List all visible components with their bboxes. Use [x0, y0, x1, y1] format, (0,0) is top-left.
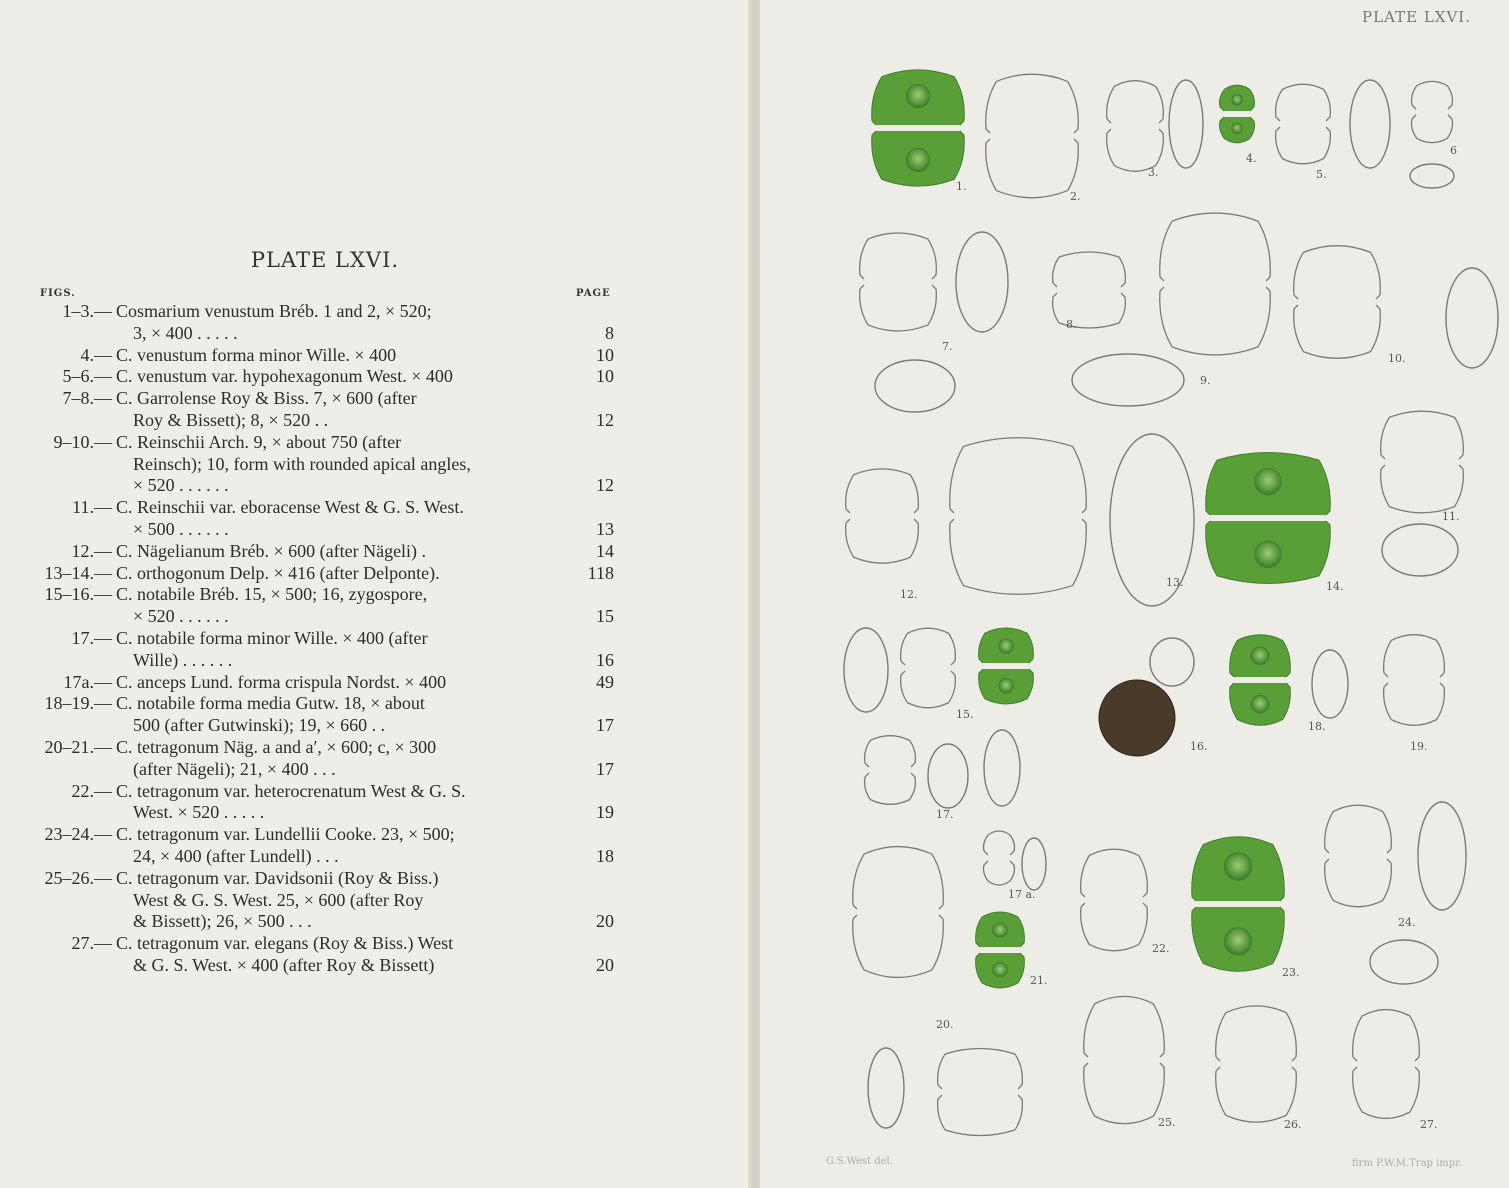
legend-entry — [0, 563, 752, 585]
figure-18-side-view — [1312, 650, 1348, 718]
legend-description-line: C. tetragonum Näg. a and a′, × 600; c, × 300 — [116, 736, 437, 757]
legend-entry — [0, 301, 752, 345]
figure-number-label: 8. — [1066, 318, 1077, 331]
legend-entry — [0, 824, 752, 868]
figure-number-label: 22. — [1152, 942, 1170, 955]
figure-5-cell — [1276, 84, 1331, 164]
figure-23-cell — [1192, 837, 1285, 972]
legend-description-line: C. notabile forma media Gutw. 18, × about — [116, 693, 425, 714]
legend-figure-range: 7–8.— — [62, 388, 112, 409]
figure-number-label: 9. — [1200, 374, 1211, 387]
legend-description-line: (after Nägeli); 21, × 400 . . . — [133, 758, 336, 779]
plate-illustration — [760, 0, 1509, 1188]
figure-9-cell — [1160, 213, 1270, 355]
legend-description-line: C. Nägelianum Bréb. × 600 (after Nägeli) . — [116, 540, 427, 561]
figure-7-side-view — [956, 232, 1008, 332]
figure-number-label: 6 — [1450, 144, 1457, 157]
legend-entry — [0, 497, 752, 541]
legend-figure-range: 25–26.— — [44, 867, 112, 888]
figure-2-cell — [986, 74, 1079, 198]
figure-number-label: 1. — [956, 180, 967, 193]
legend-entry — [0, 737, 752, 781]
legend-description-line: C. notabile Bréb. 15, × 500; 16, zygospore, — [116, 584, 428, 605]
figure-24-cell — [1325, 805, 1392, 907]
legend-description-line: West & G. S. West. 25, × 600 (after Roy — [133, 889, 424, 910]
page-column-header: PAGE — [576, 288, 611, 299]
legend-figure-range: 1–3.— — [62, 301, 112, 321]
legend-figure-range: 11.— — [72, 497, 112, 518]
figure-10-cell — [1294, 246, 1381, 359]
legend-page-number: 17 — [596, 758, 614, 779]
figure-20a-cell — [938, 1049, 1023, 1136]
legend-description-line: Roy & Bissett); 8, × 520 . . — [133, 409, 329, 430]
figure-20-cell — [853, 847, 944, 978]
legend-description-line: C. tetragonum var. heterocrenatum West & G. S. — [116, 780, 466, 801]
legend-description-line: C. orthogonum Delp. × 416 (after Delponte). — [116, 562, 440, 583]
figure-13-cell — [950, 438, 1086, 595]
legend-page-number: 8 — [605, 322, 614, 343]
figure-17-side-view — [928, 744, 968, 808]
figure-number-label: 21. — [1030, 974, 1048, 987]
legend-description-line: 3, × 400 . . . . . — [133, 322, 238, 343]
figure-25-cell — [1084, 996, 1165, 1123]
running-head: PLATE LXVI. — [1362, 8, 1471, 26]
figure-21-cell — [976, 912, 1025, 988]
legend-page-number: 14 — [596, 540, 614, 561]
figure-number-label: 20. — [936, 1018, 954, 1031]
figure-9-apical-view — [1072, 354, 1184, 406]
figure-16-zygospore — [1099, 680, 1175, 756]
artist-credit: G.S.West del. — [826, 1156, 893, 1167]
figure-27-cell — [1353, 1010, 1420, 1119]
figure-15b-cell — [979, 628, 1034, 704]
legend-entry — [0, 933, 752, 977]
figure-number-label: 26. — [1284, 1118, 1302, 1131]
figure-14-cell — [1206, 453, 1331, 584]
figure-number-label: 18. — [1308, 720, 1326, 733]
legend-figure-range: 9–10.— — [53, 431, 112, 452]
legend-page-number: 20 — [596, 911, 614, 932]
legend-description-line: Reinsch); 10, form with rounded apical angles, — [133, 453, 471, 474]
legend-description-line: Wille) . . . . . . — [133, 649, 233, 670]
figure-15-cell — [901, 628, 956, 708]
legend-figure-range: 17a.— — [63, 671, 112, 692]
legend-figure-range: 27.— — [71, 933, 112, 954]
legend-figure-range: 20–21.— — [44, 736, 112, 757]
figure-6-apical-view — [1410, 164, 1454, 188]
legend-description-line: × 500 . . . . . . — [133, 518, 229, 539]
legend-figure-range: 17.— — [71, 627, 112, 648]
legend-entry — [0, 388, 752, 432]
legend-entry — [0, 432, 752, 497]
figure-number-label: 16. — [1190, 740, 1208, 753]
figs-column-header: FIGS. — [40, 288, 76, 299]
legend-description-line: 24, × 400 (after Lundell) . . . — [133, 845, 339, 866]
figure-8-cell — [1053, 252, 1126, 328]
figure-number-label: 27. — [1420, 1118, 1438, 1131]
legend-description-line: Cosmarium venustum Bréb. 1 and 2, × 520; — [116, 301, 432, 321]
figure-24-apical-view — [1370, 940, 1438, 984]
legend-description-line: West. × 520 . . . . . — [133, 802, 265, 823]
figure-20-side-view — [868, 1048, 904, 1128]
legend-entry — [0, 628, 752, 672]
plate-heading: PLATE LXVI. — [250, 248, 400, 272]
legend-entry — [0, 345, 752, 367]
legend-figure-range: 15–16.— — [44, 584, 112, 605]
figure-19-cell — [1384, 635, 1445, 726]
figure-15-side-view — [844, 628, 888, 712]
legend-description-line: C. notabile forma minor Wille. × 400 (after — [116, 627, 428, 648]
figure-number-label: 11. — [1442, 510, 1460, 523]
figure-number-label: 2. — [1070, 190, 1081, 203]
figure-number-label: 12. — [900, 588, 918, 601]
figure-number-label: 10. — [1388, 352, 1406, 365]
legend-figure-range: 22.— — [71, 780, 112, 801]
legend-description-line: C. Reinschii Arch. 9, × about 750 (after — [116, 431, 402, 452]
legend-figure-range: 13–14.— — [44, 562, 112, 583]
legend-page-number: 49 — [596, 671, 614, 692]
figure-17-cell — [865, 736, 916, 805]
figure-number-label: 14. — [1326, 580, 1344, 593]
legend-figure-range: 12.— — [71, 540, 112, 561]
left-page — [0, 0, 752, 1188]
figure-number-label: 15. — [956, 708, 974, 721]
legend-page-number: 18 — [596, 845, 614, 866]
legend-description-line: & Bissett); 26, × 500 . . . — [133, 911, 312, 932]
figure-3-side-view — [1169, 80, 1203, 168]
legend-description-line: × 520 . . . . . . — [133, 475, 229, 496]
figure-number-label: 17. — [936, 808, 954, 821]
figure-16-empty-cell — [1150, 638, 1194, 686]
figure-number-label: 17 a. — [1008, 888, 1036, 901]
figure-10-side-view — [1446, 268, 1498, 368]
figure-number-label: 24. — [1398, 916, 1416, 929]
figure-number-label: 19. — [1410, 740, 1428, 753]
figure-17a-side-view — [1022, 838, 1046, 890]
figure-1-cell — [872, 70, 965, 186]
figure-6-cell — [1412, 81, 1453, 142]
legend-page-number: 15 — [596, 606, 614, 627]
figure-number-label: 5. — [1316, 168, 1327, 181]
legend-figure-range: 5–6.— — [62, 366, 112, 387]
figure-11-cell — [1381, 411, 1464, 513]
figure-22-cell — [1081, 849, 1148, 951]
legend-description-line: C. tetragonum var. elegans (Roy & Biss.) West — [116, 933, 454, 954]
legend-figure-range: 4.— — [80, 344, 112, 365]
legend-figure-range: 18–19.— — [44, 693, 112, 714]
legend-page-number: 12 — [596, 475, 614, 496]
legend-description-line: C. Garrolense Roy & Biss. 7, × 600 (after — [116, 388, 417, 409]
figure-4-cell — [1220, 85, 1255, 143]
legend-description-line: & G. S. West. × 400 (after Roy & Bissett) — [133, 954, 435, 975]
figure-number-label: 23. — [1282, 966, 1300, 979]
legend-description-line: C. venustum forma minor Wille. × 400 — [116, 344, 397, 365]
figure-number-label: 13. — [1166, 576, 1184, 589]
figure-18-cell — [1230, 635, 1291, 726]
legend-entry — [0, 541, 752, 563]
legend-page-number: 19 — [596, 802, 614, 823]
figure-26-cell — [1216, 1006, 1297, 1122]
legend-figure-range: 23–24.— — [44, 824, 112, 845]
figure-3-cell — [1107, 81, 1164, 172]
legend-page-number: 118 — [587, 562, 614, 583]
legend-entry — [0, 781, 752, 825]
legend-page-number: 13 — [596, 518, 614, 539]
legend-entry — [0, 584, 752, 628]
figure-7-cell — [860, 233, 937, 331]
figure-7-apical-view — [875, 360, 955, 412]
legend-description-line: × 520 . . . . . . — [133, 606, 229, 627]
figure-17-apical-view — [984, 730, 1020, 806]
legend-page-number: 12 — [596, 409, 614, 430]
legend-entry — [0, 868, 752, 933]
legend-page-number: 17 — [596, 715, 614, 736]
printer-credit: firm P.W.M.Trap impr. — [1352, 1158, 1463, 1169]
figure-number-label: 4. — [1246, 152, 1257, 165]
figure-24-side-view — [1418, 802, 1466, 910]
legend-page-number: 16 — [596, 649, 614, 670]
legend-entry — [0, 693, 752, 737]
figure-5-side-view — [1350, 80, 1390, 168]
legend-description-line: C. anceps Lund. forma crispula Nordst. × 400 — [116, 671, 447, 692]
legend-page-number: 20 — [596, 954, 614, 975]
legend-description-line: C. Reinschii var. eboracense West & G. S. West. — [116, 497, 464, 518]
figure-number-label: 3. — [1148, 166, 1159, 179]
legend-description-line: 500 (after Gutwinski); 19, × 660 . . — [133, 715, 386, 736]
legend-page-number: 10 — [596, 344, 614, 365]
legend-description-line: C. tetragonum var. Lundellii Cooke. 23, × 500; — [116, 824, 455, 845]
legend-description-line: C. venustum var. hypohexagonum West. × 400 — [116, 366, 453, 387]
legend-page-number: 10 — [596, 366, 614, 387]
figure-number-label: 25. — [1158, 1116, 1176, 1129]
figure-17a-cell — [984, 831, 1015, 885]
figure-number-label: 7. — [942, 340, 953, 353]
legend-entry — [0, 672, 752, 694]
figure-12-cell — [846, 469, 919, 563]
figure-legend — [0, 301, 752, 977]
legend-description-line: C. tetragonum var. Davidsonii (Roy & Biss.) — [116, 867, 439, 888]
figure-11-apical-view — [1382, 524, 1458, 576]
legend-entry — [0, 366, 752, 388]
